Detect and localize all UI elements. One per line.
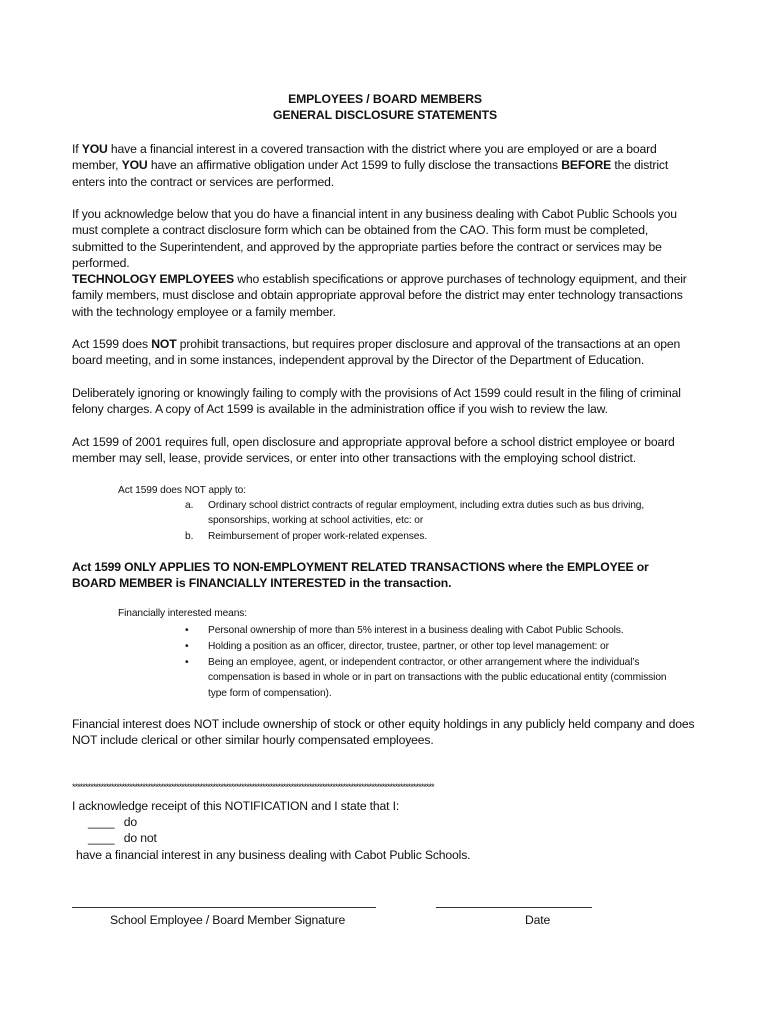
list-marker: a. bbox=[185, 500, 194, 511]
paragraph-act-requirements: Act 1599 of 2001 requires full, open disclosure and appropriate approval before a school district employee or board member may sell, lease, provide services, or enter into other transactions with the employing school district. bbox=[72, 435, 675, 466]
paragraph-financial-interest-excludes: Financial interest does NOT include ownership of stock or other equity holdings in any publicly held company and does NOT include clerical or other similar hourly compensated employees. bbox=[72, 717, 695, 748]
option-do-label: do bbox=[123, 815, 138, 829]
paragraph-act-not-prohibit: Act 1599 does NOT prohibit transactions, but requires proper disclosure and approval of the transactions at an open board meeting, and in some instances, independent approval by the Director of the Department of Education. bbox=[72, 337, 681, 368]
not-apply-intro: Act 1599 does NOT apply to: bbox=[118, 485, 246, 496]
acknowledgement-statement: I acknowledge receipt of this NOTIFICATION and I state that I: bbox=[72, 799, 400, 813]
bullet-icon: • bbox=[185, 641, 189, 652]
paragraph-felony-warning: Deliberately ignoring or knowingly failing to comply with the provisions of Act 1599 could result in the filing of criminal felony charges. A copy of Act 1599 is available in the administration office if you wish to review the law. bbox=[72, 386, 681, 417]
form-title-line2: GENERAL DISCLOSURE STATEMENTS bbox=[273, 108, 497, 122]
paragraph-technology-employees: TECHNOLOGY EMPLOYEES who establish specifications or approve purchases of technology equipment, and their family members, must disclose and obtain appropriate approval before the district may enter technology transactions with the technology employee or a family member. bbox=[72, 272, 687, 319]
paragraph-obligation: If YOU have a financial interest in a covered transaction with the district where you are employed or are a board member, YOU have an affirmative obligation under Act 1599 to fully disclose the transactions BEFORE the district enters into the contract or services are performed. bbox=[72, 142, 669, 189]
only-applies-statement: Act 1599 ONLY APPLIES TO NON-EMPLOYMENT RELATED TRANSACTIONS where the EMPLOYEE or BOARD MEMBER is FINANCIALLY INTERESTED in the transaction. bbox=[72, 560, 649, 591]
option-do-not-label: do not bbox=[123, 831, 157, 845]
date-line[interactable] bbox=[436, 907, 592, 908]
form-title-line1: EMPLOYEES / BOARD MEMBERS bbox=[288, 92, 482, 106]
option-do[interactable] bbox=[88, 814, 388, 830]
signature-label: School Employee / Board Member Signature bbox=[110, 913, 346, 927]
date-label: Date bbox=[525, 913, 551, 927]
option-do-not-blank[interactable]: ____ bbox=[88, 831, 115, 845]
list-item-text: Ordinary school district contracts of regular employment, including extra duties such as bus driving, sponsorships, working at school activities, etc: or bbox=[208, 500, 645, 527]
paragraph-contract-disclosure: If you acknowledge below that you do have a financial intent in any business dealing with Cabot Public Schools you must complete a contract disclosure form which can be obtained from the CAO. This form must be completed, submitted to the Superintendent, and approved by the appropriate parties before the contract or services may be performed. bbox=[72, 207, 677, 271]
bullet-icon: • bbox=[185, 625, 189, 636]
list-marker: b. bbox=[185, 531, 194, 542]
option-do-not[interactable] bbox=[88, 830, 388, 846]
option-do-blank[interactable]: ____ bbox=[88, 815, 115, 829]
bullet-icon: • bbox=[185, 657, 189, 668]
list-item-text: Personal ownership of more than 5% interest in a business dealing with Cabot Public Schools. bbox=[208, 625, 624, 636]
financially-interested-intro: Financially interested means: bbox=[118, 608, 248, 619]
list-item-text: Being an employee, agent, or independent contractor, or other arrangement where the individual’s compensation is based in whole or in part on transactions with the public educational entity (commission type form of compensation). bbox=[208, 657, 667, 699]
signature-line[interactable] bbox=[72, 907, 376, 908]
separator-line: ******************************************************************************************************************************************* bbox=[72, 782, 434, 792]
list-item-text: Holding a position as an officer, director, trustee, partner, or other top level management: or bbox=[208, 641, 609, 652]
acknowledgement-closing: have a financial interest in any business dealing with Cabot Public Schools. bbox=[76, 848, 471, 862]
list-item-text: Reimbursement of proper work-related expenses. bbox=[208, 531, 428, 542]
